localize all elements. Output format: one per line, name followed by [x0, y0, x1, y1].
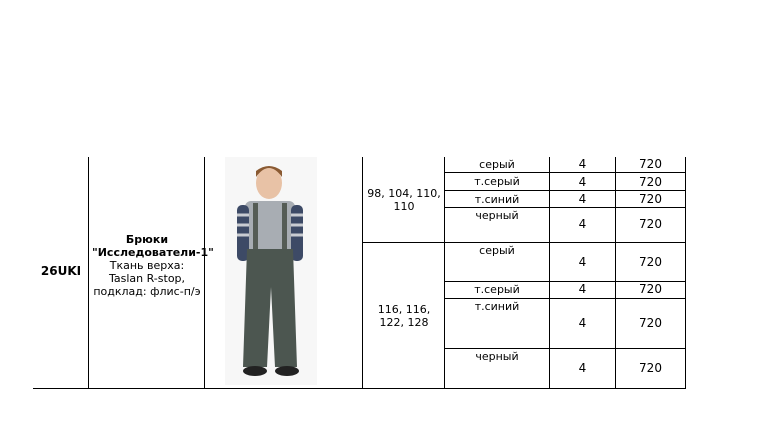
- price-cell: 720: [639, 192, 662, 206]
- qty-cell: 4: [578, 217, 587, 231]
- size-group-2: 116, 116, 122, 128: [377, 303, 431, 329]
- col-divider: [204, 157, 205, 389]
- color-cell: т.синий: [474, 300, 520, 313]
- col-divider: [549, 157, 550, 389]
- qty-cell: 4: [578, 255, 587, 269]
- row-divider: [362, 242, 686, 243]
- col-divider: [685, 157, 686, 389]
- row-divider: [444, 348, 686, 349]
- col-divider: [362, 157, 363, 389]
- row-divider: [444, 298, 686, 299]
- qty-cell: 4: [578, 316, 587, 330]
- price-cell: 720: [639, 316, 662, 330]
- price-cell: 720: [639, 157, 662, 171]
- row-divider: [444, 172, 686, 173]
- price-cell: 720: [639, 282, 662, 296]
- qty-cell: 4: [578, 192, 587, 206]
- product-photo: [225, 157, 317, 385]
- product-description: [92, 233, 214, 298]
- color-cell: серый: [479, 244, 515, 257]
- qty-cell: 4: [578, 175, 587, 189]
- product-code: 26UKI: [40, 264, 82, 278]
- color-cell: черный: [475, 209, 519, 222]
- row-divider: [444, 190, 686, 191]
- price-cell: 720: [639, 255, 662, 269]
- color-cell: т.серый: [474, 283, 520, 296]
- qty-cell: 4: [578, 361, 587, 375]
- qty-cell: 4: [578, 157, 587, 171]
- price-cell: 720: [639, 361, 662, 375]
- table-bottom-border: [33, 388, 686, 389]
- price-cell: 720: [639, 217, 662, 231]
- col-divider: [88, 157, 89, 389]
- size-group-1: 98, 104, 110, 110: [367, 187, 441, 213]
- col-divider: [615, 157, 616, 389]
- row-divider: [444, 207, 686, 208]
- color-cell: т.серый: [474, 175, 520, 188]
- price-cell: 720: [639, 175, 662, 189]
- product-material: Ткань верха: Taslan R-stop, подклад: флис-п/э: [93, 259, 201, 298]
- product-name: Брюки "Исследователи-1": [92, 233, 214, 259]
- color-cell: черный: [475, 350, 519, 363]
- qty-cell: 4: [578, 282, 587, 296]
- color-cell: т.синий: [474, 193, 520, 206]
- color-cell: серый: [479, 158, 515, 171]
